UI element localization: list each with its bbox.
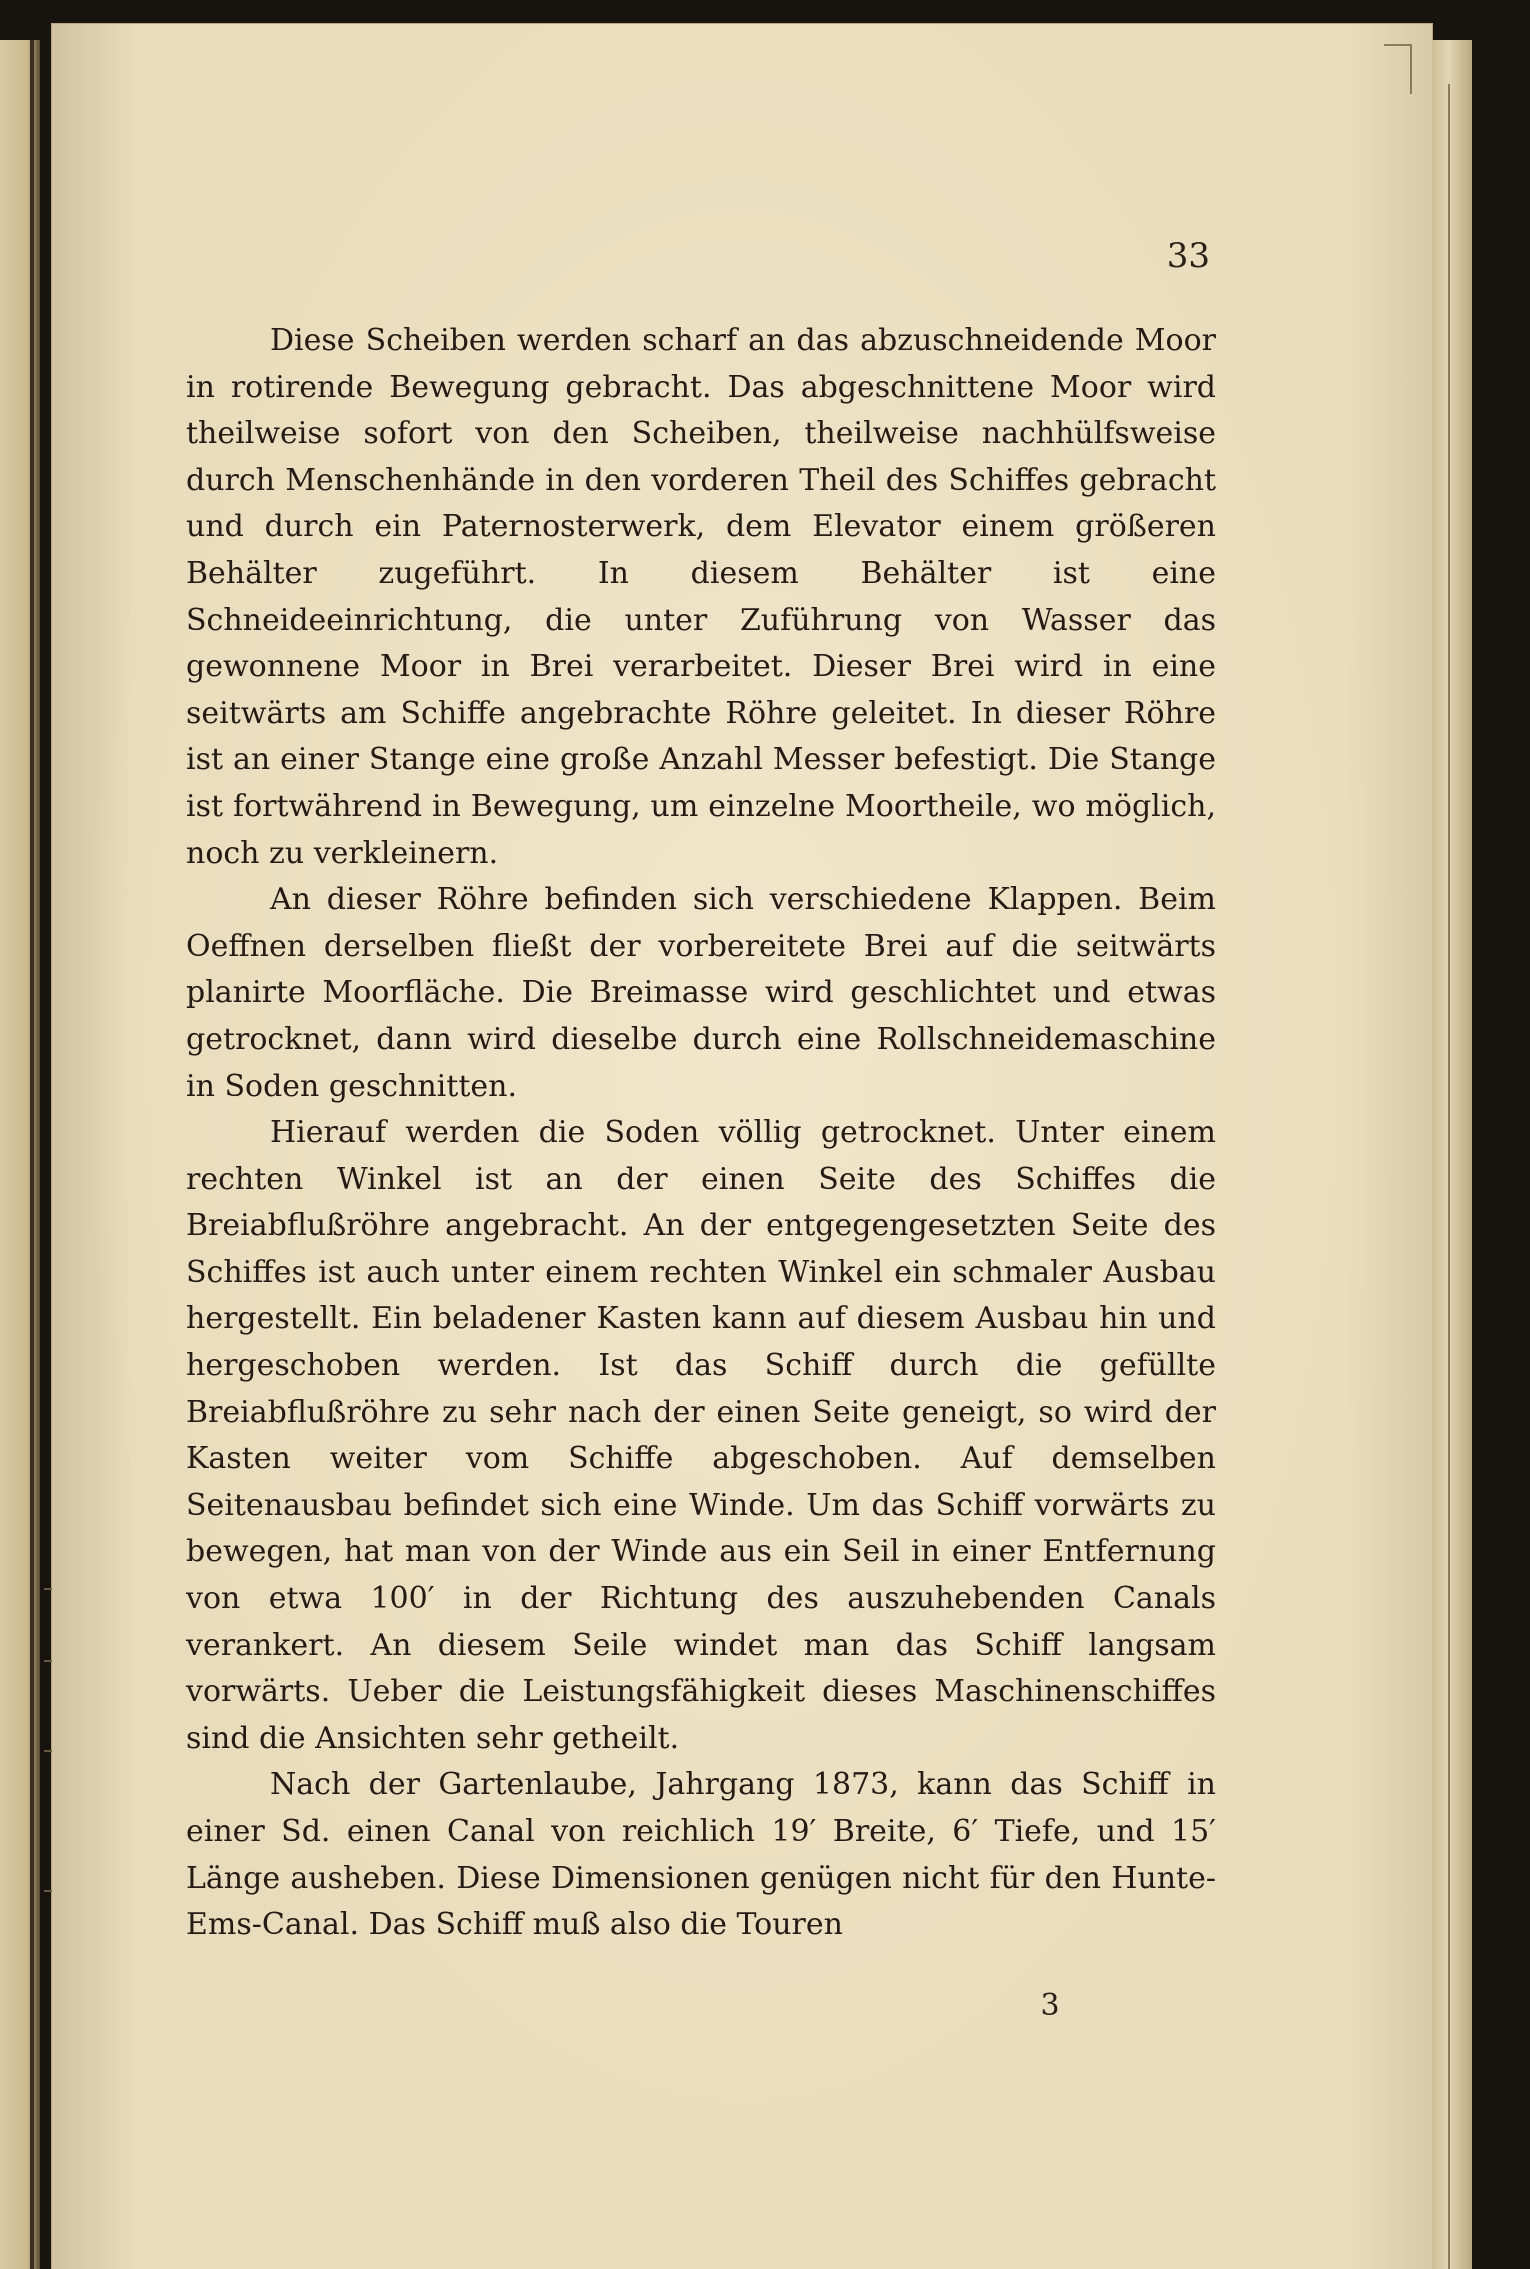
margin-tick: [44, 1890, 52, 1892]
paragraph: Diese Scheiben werden scharf an das abzuschneidende Moor in rotirende Bewegung gebracht. Das abgeschnittene Moor wird theilweise sofort von den Scheiben, theilweise nachhülfsweise durch Menschenhände in den vorderen Theil des Schiffes gebracht und durch ein Paternosterwerk, dem Elevator einem größeren Behälter zugeführt. In diesem Behälter ist eine Schneideeinrichtung, die unter Zuführung von Wasser das gewonnene Moor in Brei verarbeitet. Dieser Brei wird in eine seitwärts am Schiffe angebrachte Röhre geleitet. In dieser Röhre ist an einer Stange eine große Anzahl Messer befestigt. Die Stange ist fortwährend in Bewegung, um einzelne Moortheile, wo möglich, noch zu verkleinern.: [186, 323, 1216, 871]
page-stack-line: [1448, 84, 1450, 2269]
paragraph: Nach der Gartenlaube, Jahrgang 1873, kann das Schiff in einer Sd. einen Canal von reichlich 19′ Breite, 6′ Tiefe, und 15′ Länge ausheben. Diese Dimensionen genügen nicht für den Hunte-Ems-Canal. Das Schiff muß also die Touren: [186, 1767, 1216, 1943]
body-text: [186, 318, 1216, 1949]
page-stack-edge: [1432, 40, 1472, 2269]
signature-mark: 3: [1040, 1988, 1060, 2023]
paragraph: Hierauf werden die Soden völlig getrocknet. Unter einem rechten Winkel ist an der einen Seite des Schiffes die Breiabflußröhre angebracht. An der entgegengesetzten Seite des Schiffes ist auch unter einem rechten Winkel ein schmaler Ausbau hergestellt. Ein beladener Kasten kann auf diesem Ausbau hin und hergeschoben werden. Ist das Schiff durch die gefüllte Breiabflußröhre zu sehr nach der einen Seite geneigt, so wird der Kasten weiter vom Schiffe abgeschoben. Auf demselben Seitenausbau befindet sich eine Winde. Um das Schiff vorwärts zu bewegen, hat man von der Winde aus ein Seil in einer Entfernung von etwa 100′ in der Richtung des auszuhebenden Canals verankert. An diesem Seile windet man das Schiff langsam vorwärts. Ueber die Leistungsfähigkeit dieses Maschinenschiffes sind die Ansichten sehr getheilt.: [186, 1115, 1216, 1756]
page-number: 33: [1166, 236, 1210, 276]
margin-tick: [44, 1588, 52, 1590]
paragraph: An dieser Röhre befinden sich verschiedene Klappen. Beim Oeffnen derselben fließt der vorbereitete Brei auf die seitwärts planirte Moorfläche. Die Breimasse wird geschlichtet und etwas getrocknet, dann wird dieselbe durch eine Rollschneidemaschine in Soden geschnitten.: [186, 882, 1216, 1104]
margin-tick: [44, 1750, 52, 1752]
margin-tick: [44, 1660, 52, 1662]
book-gutter: [30, 40, 34, 2269]
facing-page-edge: [0, 40, 40, 2269]
page-corner-mark: [1384, 44, 1412, 94]
